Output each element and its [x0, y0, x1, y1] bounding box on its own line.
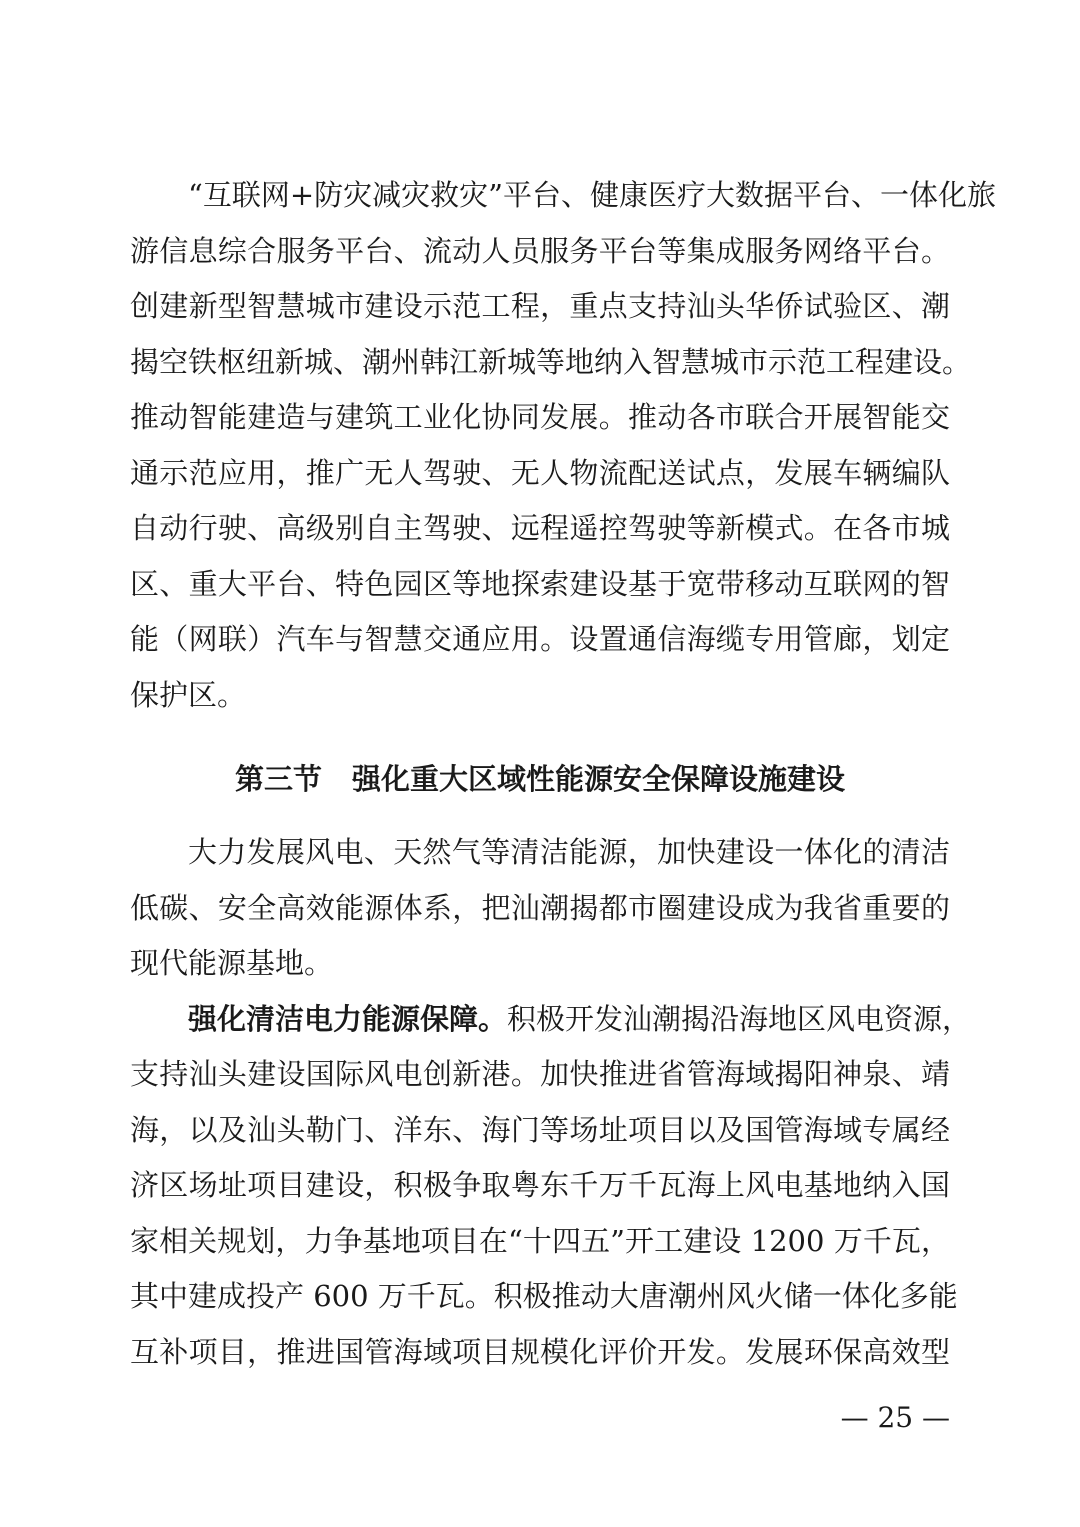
paragraph-1 [130, 168, 996, 723]
paragraph-2 [130, 825, 950, 992]
text-line: 揭空铁枢纽新城、潮州韩江新城等地纳入智慧城市示范工程建设。 [130, 344, 972, 379]
text-line: 支持汕头建设国际风电创新港。加快推进省管海域揭阳神泉、靖 [130, 1057, 950, 1091]
text-line-rest: 积极开发汕潮揭沿海地区风电资源， [507, 1001, 972, 1036]
text-line: 能（网联）汽车与智慧交通应用。设置通信海缆专用管廊，划定 [130, 622, 950, 656]
text-line: “互联网+防灾减灾救灾”平台、健康医疗大数据平台、一体化旅 [188, 178, 996, 212]
paragraph-3 [130, 992, 972, 1381]
text-line: 现代能源基地。 [130, 946, 334, 980]
page-number: — 25 — [840, 1401, 950, 1434]
text-line: 保护区。 [130, 677, 247, 712]
text-line: 自动行驶、高级别自主驾驶、远程遥控驾驶等新模式。在各市城 [130, 511, 950, 545]
section-heading [130, 739, 950, 819]
text-line: 海，以及汕头勒门、洋东、海门等场址项目以及国管海域专属经 [130, 1112, 950, 1147]
paragraph-lead-heading: 强化清洁电力能源保障。 [188, 1001, 508, 1036]
text-line: 互补项目，推进国管海域项目规模化评价开发。发展环保高效型 [130, 1334, 950, 1369]
text-line: 推动智能建造与建筑工业化协同发展。推动各市联合开展智能交 [130, 400, 950, 434]
text-line [130, 992, 972, 1048]
text-line: 低碳、安全高效能源体系，把汕潮揭都市圈建设成为我省重要的 [130, 890, 950, 925]
text-line: 其中建成投产 600 万千瓦。积极推动大唐潮州风火储一体化多能 [130, 1279, 958, 1313]
document-body [130, 168, 996, 1380]
text-line: 济区场址项目建设，积极争取粤东千万千瓦海上风电基地纳入国 [130, 1168, 950, 1202]
text-line: 通示范应用，推广无人驾驶、无人物流配送试点，发展车辆编队 [130, 455, 950, 490]
text-line: 区、重大平台、特色园区等地探索建设基于宽带移动互联网的智 [130, 566, 950, 601]
section-title: 强化重大区域性能源安全保障设施建设 [352, 762, 846, 796]
text-line: 创建新型智慧城市建设示范工程，重点支持汕头华侨试验区、潮 [130, 289, 950, 323]
text-line: 大力发展风电、天然气等清洁能源，加快建设一体化的清洁 [188, 835, 950, 869]
text-line: 家相关规划，力争基地项目在“十四五”开工建设 1200 万千瓦， [130, 1223, 950, 1258]
text-line: 游信息综合服务平台、流动人员服务平台等集成服务网络平台。 [130, 233, 950, 268]
section-number: 第三节 [234, 762, 322, 796]
